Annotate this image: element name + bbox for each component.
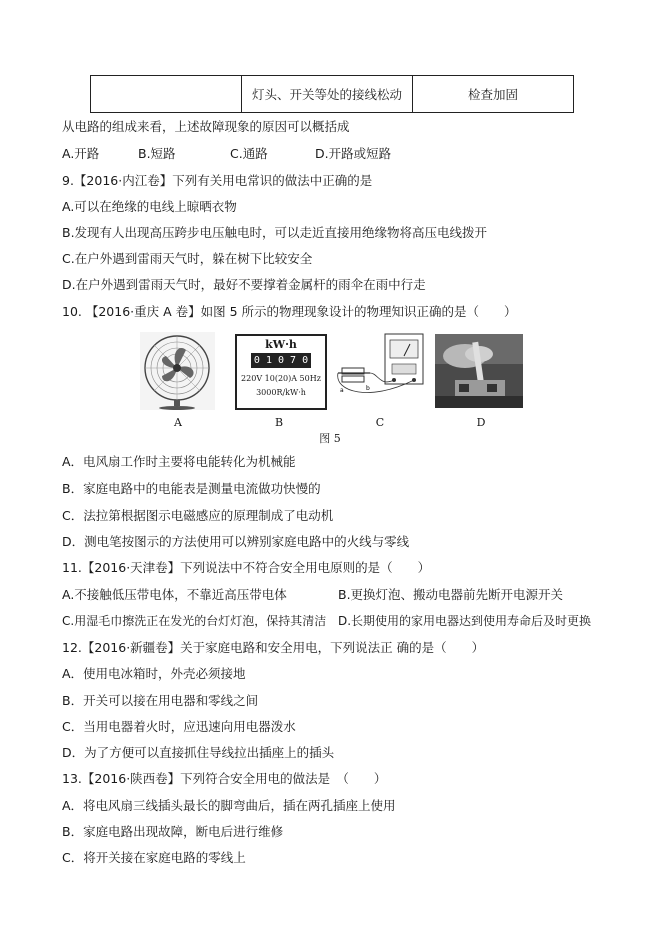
svg-text:a: a	[340, 387, 344, 394]
q8-stem: 从电路的组成来看，上述故障现象的原因可以概括成	[62, 119, 350, 134]
q10-option-a: A．电风扇工作时主要将电能转化为机械能	[62, 454, 296, 469]
energy-meter-image	[235, 334, 327, 410]
q8-option-d: D.开路或短路	[315, 146, 392, 161]
figure-label-d: D	[476, 416, 486, 429]
figure-label-c: C	[375, 416, 385, 429]
q12-option-b: B．开关可以接在用电器和零线之间	[62, 693, 259, 708]
q13-option-a: A．将电风扇三线插头最长的脚弯曲后，插在两孔插座上使用	[62, 798, 396, 813]
q9-option-c: C.在户外遇到雷雨天气时，躲在树下比较安全	[62, 251, 313, 266]
q9-stem: 9.【2016·内江卷】下列有关用电常识的做法中正确的是	[62, 173, 373, 188]
q12-option-c: C．当用电器着火时，应迅速向用电器泼水	[62, 719, 296, 734]
table-cell-empty	[91, 76, 242, 113]
induction-apparatus-image	[330, 332, 430, 410]
table-cell-fix: 检查加固	[413, 76, 574, 113]
meter-spec-1: 220V 10(20)A 50Hz	[241, 374, 321, 383]
q10-option-b: B．家庭电路中的电能表是测量电流做功快慢的	[62, 481, 321, 496]
fan-image	[140, 332, 215, 410]
figure-5	[140, 332, 525, 445]
q12-stem: 12.【2016·新疆卷】关于家庭电路和安全用电，下列说法正 确的是（ ）	[62, 640, 485, 655]
q8-option-b: B.短路	[138, 146, 176, 161]
q11-option-a: A.不接触低压带电体，不靠近高压带电体	[62, 587, 287, 602]
meter-digits: 0 1 0 7 0	[251, 353, 311, 368]
q11-option-b: B.更换灯泡、搬动电器前先断开电源开关	[338, 587, 564, 602]
test-pen-image	[435, 334, 523, 408]
q8-option-c: C.通路	[230, 146, 268, 161]
q13-option-c: C．将开关接在家庭电路的零线上	[62, 850, 246, 865]
q11-option-d: D.长期使用的家用电器达到使用寿命后及时更换	[338, 614, 592, 628]
q9-option-a: A.可以在绝缘的电线上晾晒衣物	[62, 199, 237, 214]
svg-text:b: b	[366, 385, 370, 392]
meter-unit: kW·h	[265, 338, 297, 351]
table-row	[91, 76, 574, 113]
q10-option-c: C．法拉第根据图示电磁感应的原理制成了电动机	[62, 508, 334, 523]
q13-option-b: B．家庭电路出现故障，断电后进行维修	[62, 824, 284, 839]
q12-option-a: A．使用电冰箱时，外壳必须接地	[62, 666, 246, 681]
meter-spec-2: 3000R/kW·h	[256, 388, 306, 397]
q10-option-d: D．测电笔按图示的方法使用可以辨别家庭电路中的火线与零线	[62, 534, 410, 549]
q11-option-c: C.用湿毛巾擦洗正在发光的台灯灯泡，保持其清洁	[62, 614, 327, 628]
q11-stem: 11.【2016·天津卷】下列说法中不符合安全用电原则的是（ ）	[62, 560, 431, 575]
figure-label-b: B	[274, 416, 284, 429]
figure-label-a: A	[174, 416, 182, 429]
q13-stem: 13.【2016·陕西卷】下列符合安全用电的做法是 （ ）	[62, 771, 387, 786]
q8-option-a: A.开路	[62, 146, 100, 161]
q10-stem: 10. 【2016·重庆 A 卷】如图 5 所示的物理现象设计的物理知识正确的是（ ）	[62, 304, 517, 319]
fault-table	[90, 75, 574, 113]
q12-option-d: D．为了方便可以直接抓住导线拉出插座上的插头	[62, 745, 335, 760]
table-cell-reason: 灯头、开关等处的接线松动	[242, 76, 413, 113]
figure-caption: 图 5	[319, 432, 341, 445]
q9-option-b: B.发现有人出现高压跨步电压触电时，可以走近直接用绝缘物将高压电线拨开	[62, 225, 488, 240]
q9-option-d: D.在户外遇到雷雨天气时，最好不要撑着金属杆的雨伞在雨中行走	[62, 277, 426, 292]
